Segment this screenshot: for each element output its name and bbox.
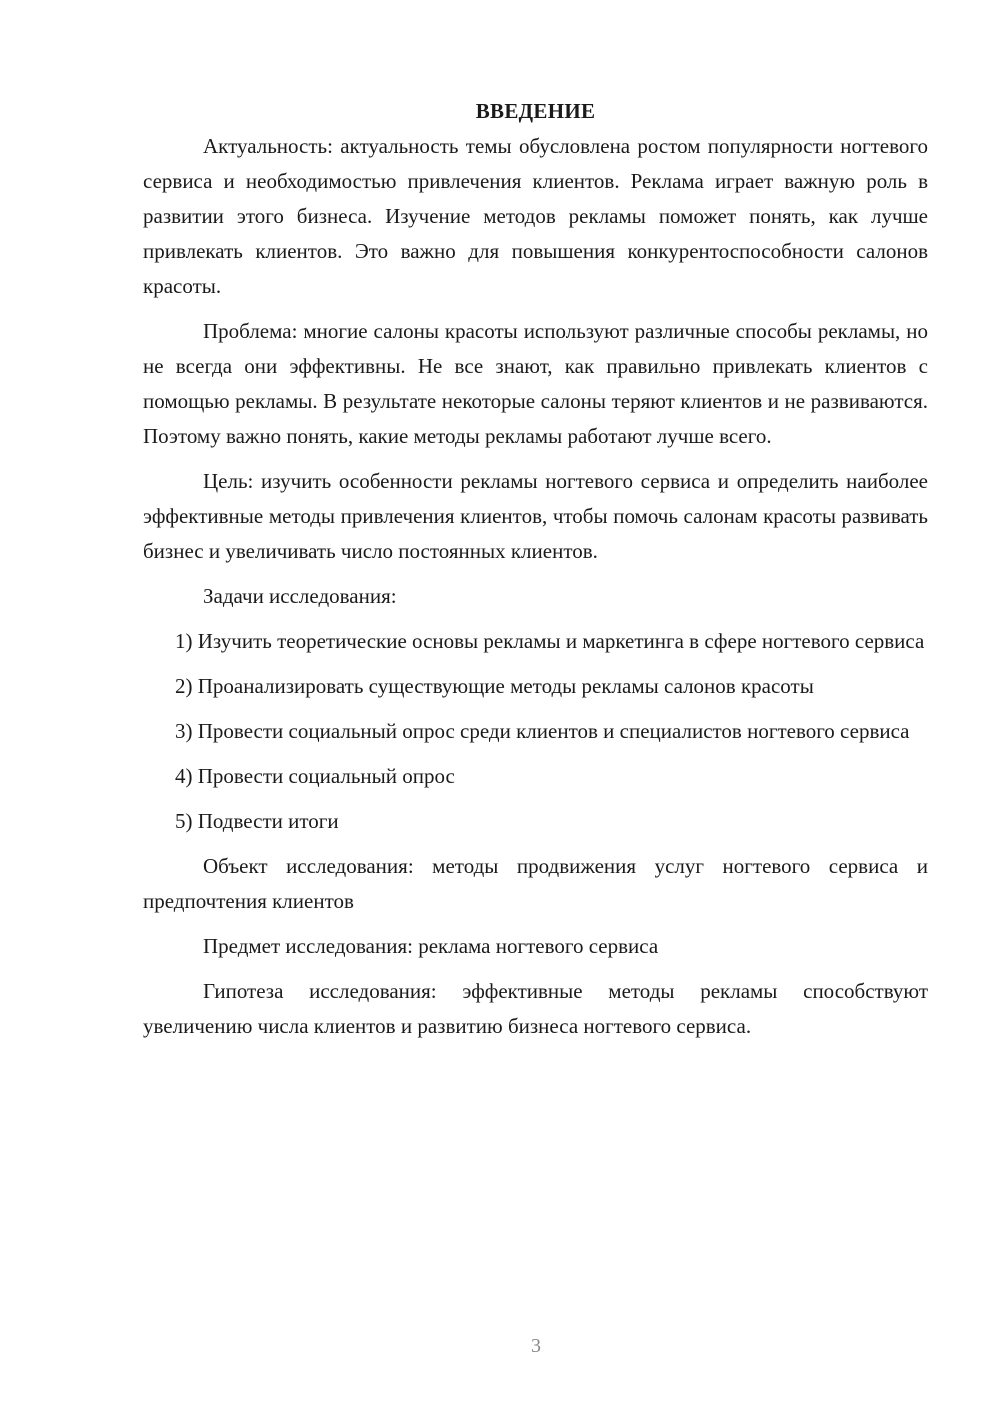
paragraph-relevance: Актуальность: актуальность темы обусловлена ростом популярности ногтевого сервиса и необходимостью привлечения клиентов. Реклама играет важную роль в развитии этого бизнеса. Изучение методов рекламы поможет понять, как лучше привлекать клиентов. Это важно для повышения конкурентоспособности салонов красоты. xyxy=(143,134,928,298)
paragraph-subject: Предмет исследования: реклама ногтевого сервиса xyxy=(203,934,659,958)
paragraph-tasks-heading: Задачи исследования: xyxy=(203,584,397,608)
paragraph-hypothesis: Гипотеза исследования: эффективные методы рекламы способствуют увеличению числа клиентов и развитию бизнеса ногтевого сервиса. xyxy=(143,979,928,1038)
task-item-1: 1) Изучить теоретические основы рекламы и маркетинга в сфере ногтевого сервиса xyxy=(175,629,925,653)
task-item-2: 2) Проанализировать существующие методы рекламы салонов красоты xyxy=(175,674,814,698)
paragraph-object: Объект исследования: методы продвижения услуг ногтевого сервиса и предпочтения клиентов xyxy=(143,854,928,913)
page-number: 3 xyxy=(531,1335,541,1357)
task-item-5: 5) Подвести итоги xyxy=(175,809,339,833)
document-page xyxy=(143,94,928,1044)
section-title: ВВЕДЕНИЕ xyxy=(475,99,596,123)
task-item-4: 4) Провести социальный опрос xyxy=(175,764,455,788)
paragraph-problem: Проблема: многие салоны красоты используют различные способы рекламы, но не всегда они эффективны. Не все знают, как правильно привлекать клиентов с помощью рекламы. В результате некоторые салоны теряют клиентов и не развиваются. Поэтому важно понять, какие методы рекламы работают лучше всего. xyxy=(143,319,928,448)
paragraph-goal: Цель: изучить особенности рекламы ногтевого сервиса и определить наиболее эффективные методы привлечения клиентов, чтобы помочь салонам красоты развивать бизнес и увеличивать число постоянных клиентов. xyxy=(143,469,928,563)
task-item-3: 3) Провести социальный опрос среди клиентов и специалистов ногтевого сервиса xyxy=(175,719,910,743)
